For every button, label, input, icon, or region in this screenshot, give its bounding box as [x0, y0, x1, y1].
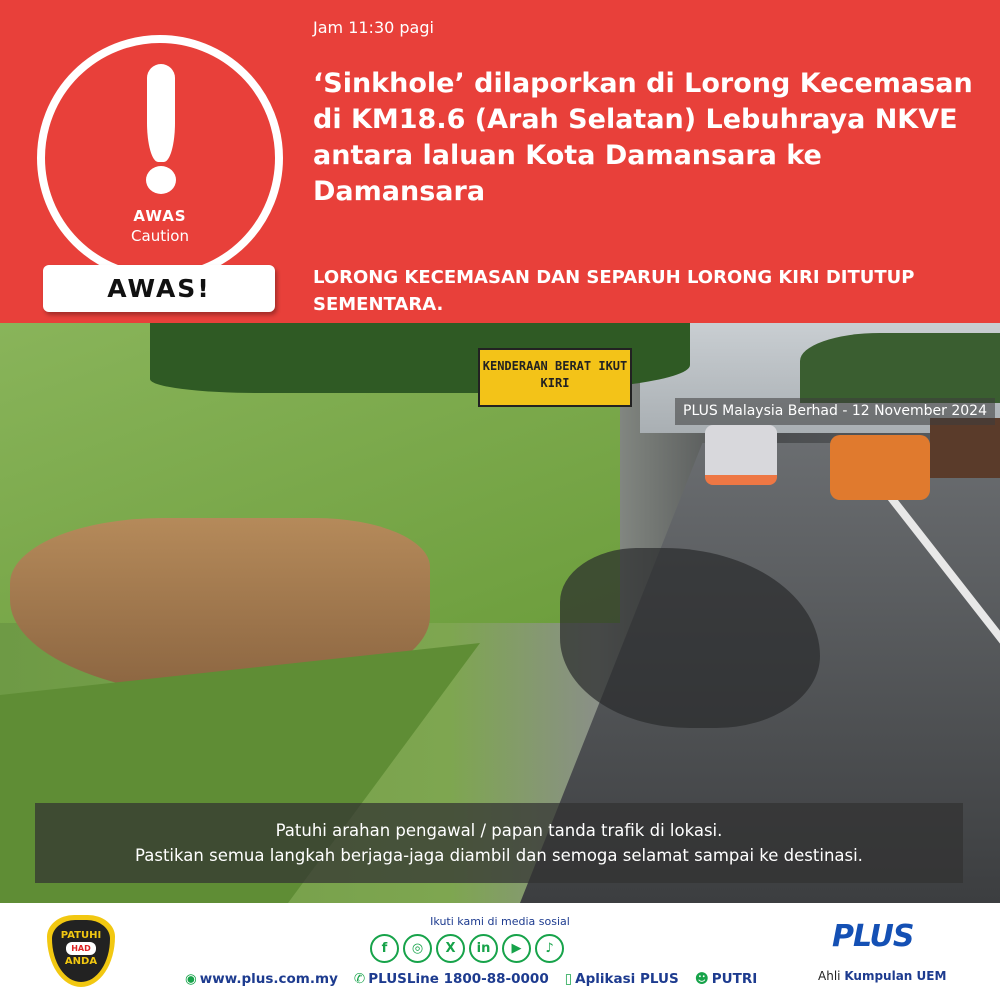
caution-label: Caution — [131, 227, 189, 245]
caption-line-2: Pastikan semua langkah berjaga-jaga diambil dan semoga selamat sampai ke destinasi. — [135, 846, 863, 865]
photo-credit: PLUS Malaysia Berhad - 12 November 2024 — [675, 398, 995, 425]
headline: ‘Sinkhole’ dilaporkan di Lorong Kecemasan di KM18.6 (Arah Selatan) Lebuhraya NKVE antara laluan Kota Damansara ke Damansara — [313, 68, 973, 207]
exclamation-dot-icon — [146, 166, 176, 194]
instagram-icon[interactable]: ◎ — [403, 934, 432, 963]
subheadline: LORONG KECEMASAN DAN SEPARUH LORONG KIRI DITUTUP SEMENTARA. — [313, 267, 915, 315]
youtube-icon[interactable]: ▶ — [502, 934, 531, 963]
putri-link[interactable]: ☻ PUTRI — [694, 971, 758, 987]
badge-bot: ANDA — [64, 956, 98, 967]
social-icons — [370, 934, 564, 963]
app-link[interactable]: ▯ Aplikasi PLUS — [564, 971, 679, 987]
truck — [930, 418, 1000, 478]
facebook-icon[interactable]: f — [370, 934, 399, 963]
follow-label: Ikuti kami di media sosial — [430, 915, 570, 928]
trees-right — [800, 333, 1000, 403]
plusline-link[interactable]: ✆ PLUSLine 1800-88-0000 — [353, 971, 549, 987]
patrol-vehicle — [705, 425, 777, 485]
time-label: Jam 11:30 pagi — [313, 18, 434, 37]
exclamation-icon — [147, 64, 175, 162]
person-icon: ☻ — [694, 971, 709, 987]
footer — [0, 903, 1000, 1000]
uem-group-label: Ahli Kumpulan UEM — [818, 969, 947, 983]
linkedin-icon[interactable]: in — [469, 934, 498, 963]
plus-logo: PLUS — [832, 919, 914, 954]
badge-top: PATUHI — [60, 930, 102, 941]
website-link[interactable]: ◉ www.plus.com.my — [185, 971, 338, 987]
awas-badge: AWAS! — [43, 265, 275, 312]
badge-mid: HAD — [66, 942, 96, 955]
phone-icon: ✆ — [353, 971, 366, 987]
x-icon[interactable]: X — [436, 934, 465, 963]
incident-photo — [0, 323, 1000, 903]
caption-line-1: Patuhi arahan pengawal / papan tanda trafik di lokasi. — [275, 821, 723, 840]
contact-links — [185, 971, 757, 987]
road-sign: KENDERAAN BERAT IKUT KIRI — [478, 348, 632, 407]
tiktok-icon[interactable]: ♪ — [535, 934, 564, 963]
header-banner — [0, 0, 1000, 323]
orange-car — [830, 435, 930, 500]
globe-icon: ◉ — [185, 971, 197, 987]
mobile-icon: ▯ — [564, 971, 573, 987]
caption-box — [35, 803, 963, 883]
awas-label: AWAS — [133, 207, 187, 225]
